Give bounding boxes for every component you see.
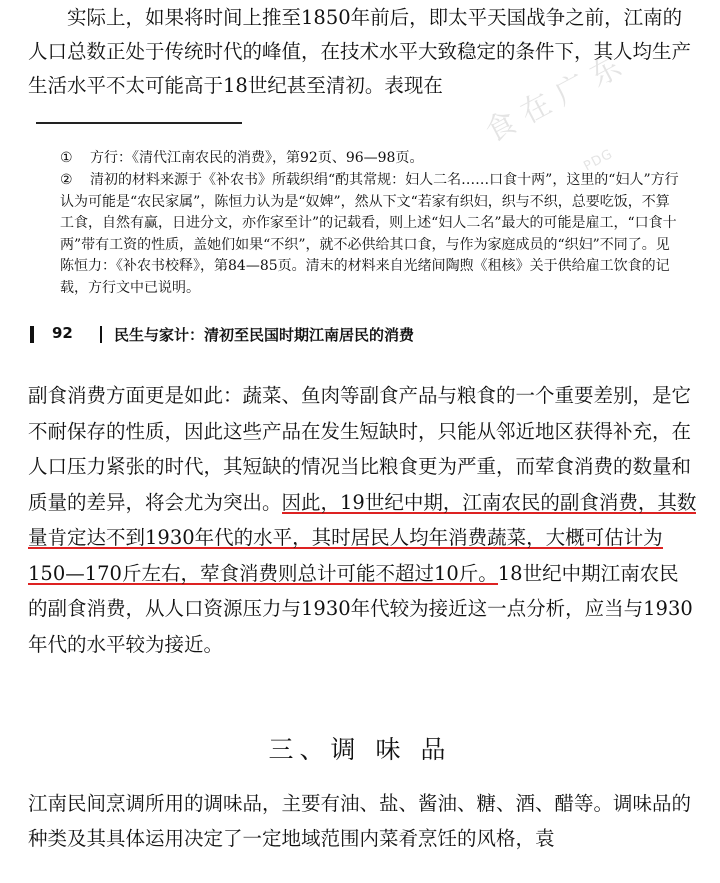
footnote-2-marker: ② bbox=[60, 172, 73, 188]
page-header-bar bbox=[30, 326, 34, 343]
page-header-separator bbox=[100, 326, 102, 343]
main-paragraph bbox=[28, 378, 698, 662]
top-paragraph: 实际上，如果将时间上推至1850年前后，即太平天国战争之前，江南的人口总数正处于传统时代的峰值，在技术水平大致稳定的条件下，其人均生产生活水平不太可能高于18世纪甚至清初。表现在 bbox=[28, 6, 692, 97]
footnote-1-text: 方行：《清代江南农民的消费》，第92页、96—98页。 bbox=[90, 150, 424, 166]
footnote-1-marker: ① bbox=[60, 150, 73, 166]
main-paragraph-before: 副食消费方面更是如此：蔬菜、鱼肉等副食产品与粮食的一个重要差别，是它不耐保存的性质，因此这些产品在发生短缺时，只能从邻近地区获得补充，在人口压力紧张的时代，其短缺的情况当比粮食更为严重，而荤食消费的数量和质量的差异，将会尤为突出。 bbox=[28, 384, 692, 514]
highlighted-passage: 因此，19世纪中期，江南农民的副食消费，其数量肯定达不到1930年代的水平，其时居民人均年消费蔬菜，大概可估计为150—170斤左右，荤食消费则总计可能不超过10斤。 bbox=[28, 490, 697, 585]
bottom-paragraph: 江南民间烹调所用的调味品，主要有油、盐、酱油、糖、酒、醋等。调味品的种类及其具体运用决定了一定地域范围内菜肴烹饪的风格，袁 bbox=[28, 792, 692, 850]
footnote-divider bbox=[36, 122, 242, 124]
watermark-sub: PDG bbox=[581, 146, 616, 175]
footnote-2 bbox=[60, 170, 680, 299]
footnote-1 bbox=[60, 148, 680, 170]
footnote-2-text: 清初的材料来源于《补农书》所载织绢“酌其常规：妇人二名……口食十两”，这里的“妇人”方行认为可能是“农民家属”，陈恒力认为是“奴婢”，然从下文“若家有织妇，织与不织，总要吃饭，不算工食，自然有赢，日进分文，亦作家至计”的记载看，则上述“妇人二名”最大的可能是雇工，“口食十两”带有工资的性质，盖她们如果“不织”，就不必供给其口食，与作为家庭成员的“织妇”不同了。见陈恒力：《补农书校释》，第84—85页。清末的材料来自光绪间陶煦《租核》关于供给雇工饮食的记载，方行文中已说明。 bbox=[60, 172, 679, 296]
page-number: 92 bbox=[52, 324, 73, 342]
main-paragraph-after: 18世纪中期江南农民的副食消费，从人口资源压力与1930年代较为接近这一点分析，应当与1930年代的水平较为接近。 bbox=[28, 561, 693, 656]
watermark-chars: 食 在 广 东 bbox=[479, 49, 628, 150]
page-header bbox=[30, 323, 690, 347]
section-title: 三、调 味 品 bbox=[268, 735, 452, 764]
running-title: 民生与家计：清初至民国时期江南居民的消费 bbox=[114, 326, 415, 344]
